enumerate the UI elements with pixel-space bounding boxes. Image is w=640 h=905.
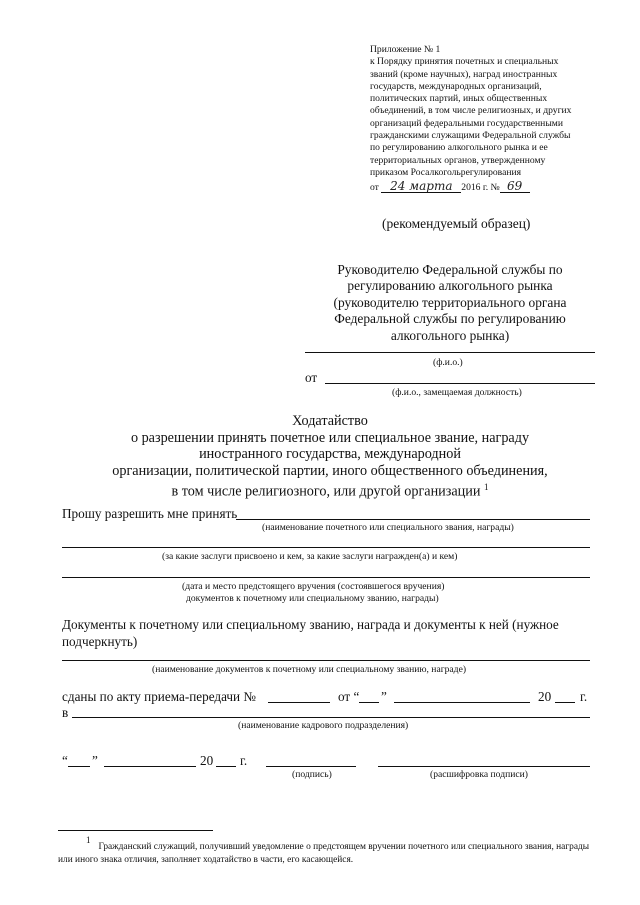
appendix-line: политических партий, иных общественных [370, 93, 548, 105]
appendix-line: организаций федеральными государственными [370, 117, 563, 129]
docs-caption: документов к почетному или специальному званию, награды) [186, 593, 439, 604]
hr-line[interactable] [72, 717, 590, 718]
appendix-line: Приложение № 1 [370, 44, 441, 55]
from-label: от [305, 370, 318, 385]
addressee-block [300, 262, 600, 344]
appendix-line: объединений, в том числе религиозных, и других [370, 105, 572, 117]
addressee-line: алкогольного рынка) [390, 327, 510, 343]
appendix-line: к Порядку принятия почетных и специальных [370, 56, 559, 68]
appendix-line: гражданскими служащими Федеральной службы [370, 130, 571, 142]
sign-day-line[interactable] [68, 766, 90, 767]
award-name-line[interactable] [236, 519, 590, 520]
act-quote: ” [381, 689, 387, 704]
sign-close-quote: ” [92, 753, 98, 768]
sign-year-line[interactable] [216, 766, 236, 767]
appendix-line: по регулированию алкогольного рынка и ее [370, 142, 548, 154]
signature-caption: (подпись) [292, 769, 332, 780]
merits-caption: (за какие заслуги присвоено и кем, за какие заслуги награжден(а) и кем) [162, 551, 458, 562]
signature-line[interactable] [266, 766, 356, 767]
petition-line: организации, политической партии, иного общественного объединения, [112, 462, 548, 479]
addressee-line: регулированию алкогольного рынка [347, 278, 553, 294]
petition-line: в том числе религиозного, или другой организации $^1$ [171, 482, 489, 501]
footnote-divider [58, 830, 213, 831]
addressee-line: Руководителю Федеральной службы по [337, 262, 563, 277]
sign-month-line[interactable] [104, 766, 196, 767]
act-day-line[interactable] [359, 702, 379, 703]
act-text: сданы по акту приема-передачи № [62, 689, 256, 704]
act-year-line[interactable] [555, 702, 575, 703]
appendix-line: приказом Росалкогольрегулирования [370, 166, 522, 178]
documents-text-2: подчеркнуть) [62, 634, 138, 649]
act-number-line[interactable] [268, 702, 330, 703]
decoding-caption: (расшифровка подписи) [430, 769, 528, 780]
in-label: в [62, 705, 69, 720]
handwritten-date: 24 марта [381, 180, 461, 193]
footnote-ref: 1 [484, 482, 489, 493]
handwritten-number: 69 [500, 180, 530, 193]
addressee-line: Федеральной службы по регулированию [334, 311, 566, 327]
order-date-line: от 24 марта 2016 г. № 69 [370, 180, 602, 194]
footnote-text: Гражданский служащий, получивший уведомление о предстоящем вручении почетного или специального звания, награды или иного знака отличия, заполняет ходатайство в части, его касающейся. [58, 842, 590, 866]
petition-line: о разрешении принять почетное или специальное звание, награду [130, 429, 530, 446]
request-text: Прошу разрешить мне принять [62, 506, 238, 521]
appendix-line: званий (кроме научных), наград иностранных [370, 68, 558, 80]
fio-line[interactable] [305, 352, 595, 353]
documents-caption: (наименование документов к почетному или специальному званию, награде) [152, 664, 467, 675]
sign-g: г. [240, 753, 248, 768]
fio-position-caption: (ф.и.о., замещаемая должность) [392, 387, 522, 398]
addressee-line: (руководителю территориального органа [333, 294, 567, 310]
recommended-sample-label: (рекомендуемый образец) [382, 216, 531, 231]
act-year: 20 [538, 689, 552, 704]
sign-open-quote: “ [62, 753, 68, 768]
petition-heading: Ходатайство [292, 413, 368, 429]
petition-line: иностранного государства, международной [199, 446, 461, 463]
hr-caption: (наименование кадрового подразделения) [238, 720, 409, 731]
appendix-line: территориальных органов, утвержденному [370, 154, 546, 166]
footnote-mark: 1 [86, 835, 91, 845]
footnote [58, 836, 598, 867]
merits-line[interactable] [62, 547, 590, 548]
documents-line[interactable] [62, 660, 590, 661]
signature-decoding-line[interactable] [378, 766, 590, 767]
award-name-caption: (наименование почетного или специального звания, награды) [262, 522, 514, 533]
appendix-block [370, 44, 602, 195]
fio-caption: (ф.и.о.) [433, 357, 463, 368]
documents-text: Документы к почетному или специальному званию, награда и документы к ней (нужное [62, 617, 559, 632]
act-month-line[interactable] [394, 702, 530, 703]
date-place-line[interactable] [62, 577, 590, 578]
sign-year: 20 [200, 753, 214, 768]
act-from: от “ [338, 689, 360, 704]
from-line[interactable] [325, 383, 595, 384]
act-g: г. [580, 689, 588, 704]
appendix-line: государств, международных организаций, [370, 80, 542, 92]
petition-title [80, 413, 580, 501]
date-place-caption: (дата и место предстоящего вручения (состоявшегося вручения) [182, 581, 445, 592]
